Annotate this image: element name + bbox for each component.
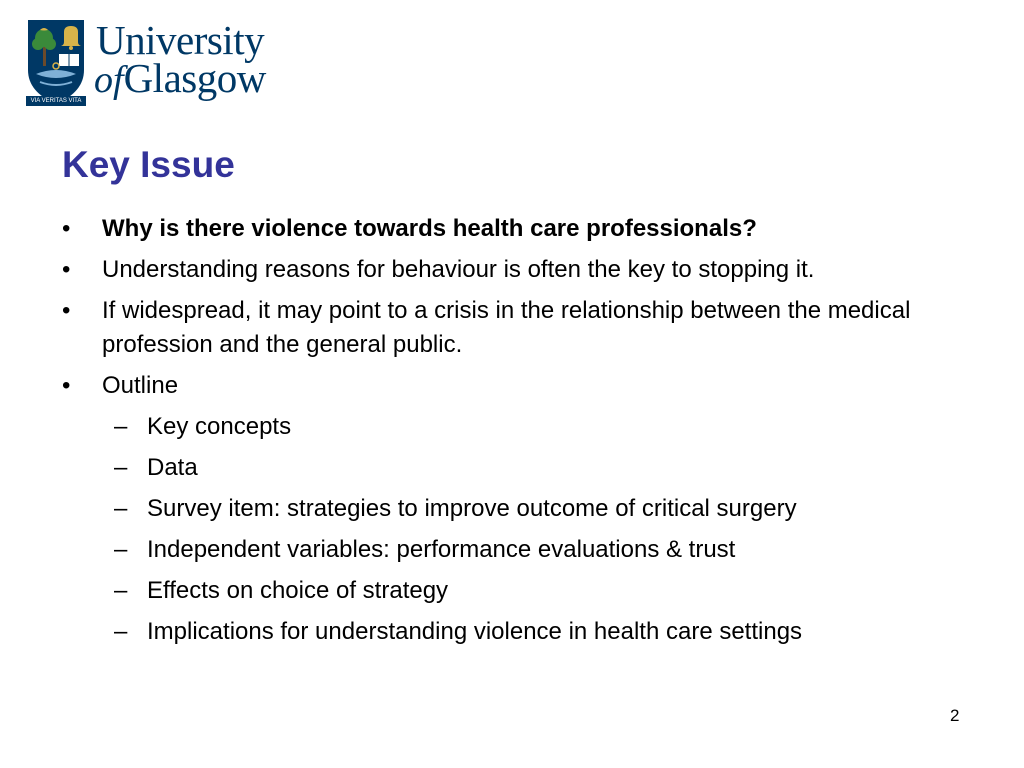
outline-sublist [102,410,982,649]
bullet-dot-icon: • [62,256,71,283]
bullet-text: If widespread, it may point to a crisis in the relationship between the medical profession and the general public. [102,297,911,358]
outline-item [102,574,982,608]
motto-text: VIA VERITAS VITA [30,98,82,104]
outline-item [102,615,982,649]
dash-icon: – [114,618,128,645]
wordmark-university: University [96,17,265,63]
bullet-text: Understanding reasons for behaviour is often the key to stopping it. [102,256,815,283]
outline-item [102,410,982,444]
bullet-text: Why is there violence towards health care professionals? [102,215,757,242]
bullet-item [62,212,982,246]
university-crest-icon [26,18,86,106]
bullet-dot-icon: • [62,297,71,324]
bullet-item [62,294,982,362]
bullet-item [62,253,982,287]
bullet-text: Outline [102,372,179,399]
dash-icon: – [114,577,128,604]
outline-item [102,451,982,485]
motto-ribbon [26,96,86,106]
dash-icon: – [114,413,128,440]
bullet-item [62,369,982,649]
bullet-list [62,212,982,656]
outline-item-text: Implications for understanding violence in health care settings [147,618,803,645]
outline-item-text: Survey item: strategies to improve outcome of critical surgery [147,495,797,522]
wordmark-of: of [94,59,124,101]
wordmark-line2 [94,55,266,101]
outline-item-text: Independent variables: performance evaluations & trust [147,536,736,563]
outline-item [102,492,982,526]
outline-item-text: Data [147,454,198,481]
outline-item-text: Key concepts [147,413,292,440]
dash-icon: – [114,454,128,481]
wordmark-glasgow: Glasgow [123,55,266,101]
bullet-dot-icon: • [62,215,71,242]
outline-item-text: Effects on choice of strategy [147,577,449,604]
bullet-dot-icon: • [62,372,71,399]
dash-icon: – [114,495,128,522]
slide-title: Key Issue [62,144,235,185]
outline-item [102,533,982,567]
dash-icon: – [114,536,128,563]
university-logo [26,16,306,108]
page-number: 2 [950,706,960,725]
